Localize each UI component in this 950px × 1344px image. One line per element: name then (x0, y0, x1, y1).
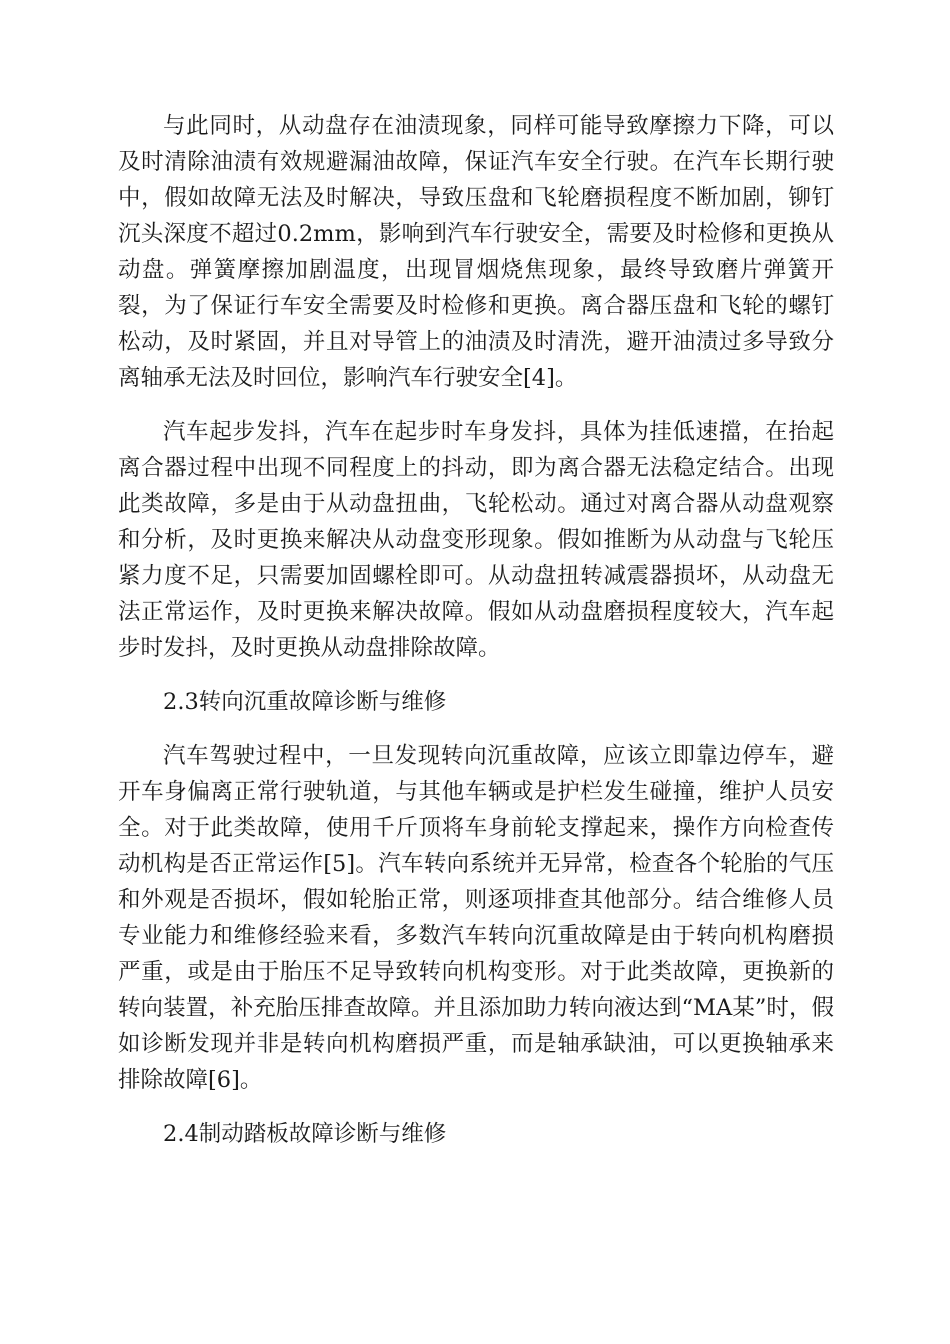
section-heading-2-3: 2.3转向沉重故障诊断与维修 (163, 689, 447, 715)
section-heading-2-4: 2.4制动踏板故障诊断与维修 (163, 1121, 447, 1147)
paragraph-start-shake: 汽车起步发抖，汽车在起步时车身发抖，具体为挂低速擋，在抬起离合器过程中出现不同程度上的抖动，即为离合器无法稳定结合。出现此类故障，多是由于从动盘扭曲，飞轮松动。通过对离合器从动盘观察和分析，及时更换来解决从动盘变形现象。假如推断为从动盘与飞轮压紧力度不足，只需要加固螺栓即可。从动盘扭转减震器损坏，从动盘无法正常运作，及时更换来解决故障。假如从动盘磨损程度较大，汽车起步时发抖，及时更换从动盘排除故障。 (118, 419, 834, 661)
paragraph-oil-stain-maintenance: 与此同时，从动盘存在油渍现象，同样可能导致摩擦力下降，可以及时清除油渍有效规避漏油故障，保证汽车安全行驶。在汽车长期行驶中，假如故障无法及时解决，导致压盘和飞轮磨损程度不断加剧，铆钉沉头深度不超过0.2mm，影响到汽车行驶安全，需要及时检修和更换从动盘。弹簧摩擦加剧温度，出现冒烟烧焦现象，最终导致磨片弹簧开裂，为了保证行车安全需要及时检修和更换。离合器压盘和飞轮的螺钉松动，及时紧固，并且对导管上的油渍及时清洗，避开油渍过多导致分离轴承无法及时回位，影响汽车行驶安全[4]。 (118, 113, 834, 391)
paragraph-heavy-steering: 汽车驾驶过程中，一旦发现转向沉重故障，应该立即靠边停车，避开车身偏离正常行驶轨道，与其他车辆或是护栏发生碰撞，维护人员安全。对于此类故障，使用千斤顶将车身前轮支撑起来，操作方向检查传动机构是否正常运作[5]。汽车转向系统并无异常，检查各个轮胎的气压和外观是否损坏，假如轮胎正常，则逐项排查其他部分。结合维修人员专业能力和维修经验来看，多数汽车转向沉重故障是由于转向机构磨损严重，或是由于胎压不足导致转向机构变形。对于此类故障，更换新的转向装置，补充胎压排查故障。并且添加助力转向液达到“MA某”时，假如诊断发现并非是转向机构磨损严重，而是轴承缺油，可以更换轴承来排除故障[6]。 (118, 743, 834, 1093)
document-body (118, 108, 834, 1152)
